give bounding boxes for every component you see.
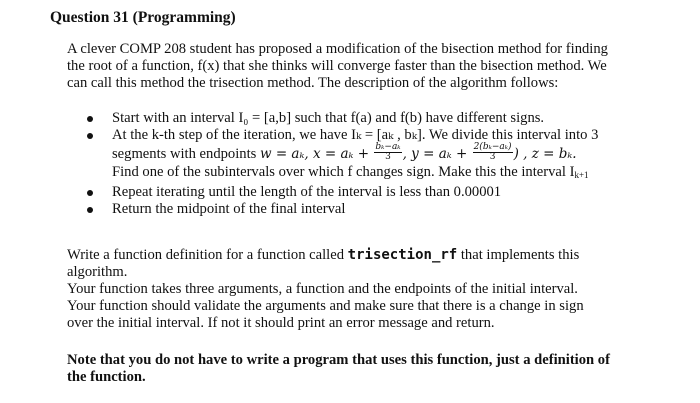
- note-line: the function.: [67, 369, 146, 385]
- formula-z: ) , z = bₖ.: [513, 145, 577, 162]
- step-text: segments with endpoints: [112, 145, 260, 162]
- fraction-denominator: 3: [489, 151, 496, 162]
- step-text-line: [112, 164, 598, 184]
- list-item: [67, 110, 598, 127]
- note-line: Note that you do not have to write a program that uses this function, just a definition of: [67, 352, 610, 368]
- formula-w-x: w = aₖ, x = aₖ +: [259, 145, 374, 162]
- fraction-two-thirds: [473, 143, 513, 162]
- task-line: algorithm.: [67, 264, 128, 280]
- function-name-code: trisection_rf: [347, 247, 458, 263]
- list-item: [67, 201, 598, 218]
- task-line: [67, 247, 584, 264]
- note-paragraph: [67, 352, 610, 386]
- step-text: Return the midpoint of the final interval: [112, 201, 346, 218]
- bullet-icon: [87, 190, 93, 196]
- list-item: [67, 184, 598, 201]
- task-line: Your function should validate the arguments and make sure that there is a change in sign: [67, 298, 584, 314]
- intro-line: the root of a function, f(x) that she thinks will converge faster than the bisection method. We: [67, 58, 607, 74]
- task-text: Write a function definition for a function called: [67, 247, 348, 263]
- bullet-icon: [87, 207, 93, 213]
- bullet-icon: [87, 133, 93, 139]
- step-text: Repeat iterating until the length of the interval is less than 0.00001: [112, 183, 502, 200]
- fraction-numerator: bₖ−aₖ: [375, 141, 401, 152]
- task-paragraph: [67, 247, 584, 332]
- task-line: over the initial interval. If not it should print an error message and return.: [67, 315, 495, 331]
- algorithm-steps-list: [67, 110, 598, 218]
- list-item: [67, 127, 598, 184]
- subscript: k+1: [574, 169, 589, 180]
- formula-y: , y = aₖ +: [402, 145, 472, 162]
- question-title: Question 31 (Programming): [50, 9, 236, 26]
- fraction-numerator: 2(bₖ−aₖ): [473, 141, 512, 152]
- fraction-one-third: [374, 143, 401, 162]
- step-text: Start with an interval I₀ = [a,b] such that f(a) and f(b) have different signs.: [112, 110, 545, 126]
- intro-line: A clever COMP 208 student has proposed a modification of the bisection method for finding: [67, 41, 608, 57]
- task-line: Your function takes three arguments, a function and the endpoints of the initial interval.: [67, 281, 578, 297]
- intro-line: can call this method the trisection method. The description of the algorithm follows:: [67, 75, 559, 91]
- bullet-icon: [87, 116, 93, 122]
- step-text: Find one of the subintervals over which f changes sign. Make this the interval I: [112, 163, 575, 180]
- step-text: At the k-th step of the iteration, we have Iₖ = [aₖ , bₖ]. We divide this interval into 3: [112, 127, 599, 144]
- fraction-denominator: 3: [385, 151, 391, 162]
- step-formula-line: [112, 141, 598, 164]
- task-text: that implements this: [457, 247, 580, 263]
- intro-paragraph: [67, 41, 608, 92]
